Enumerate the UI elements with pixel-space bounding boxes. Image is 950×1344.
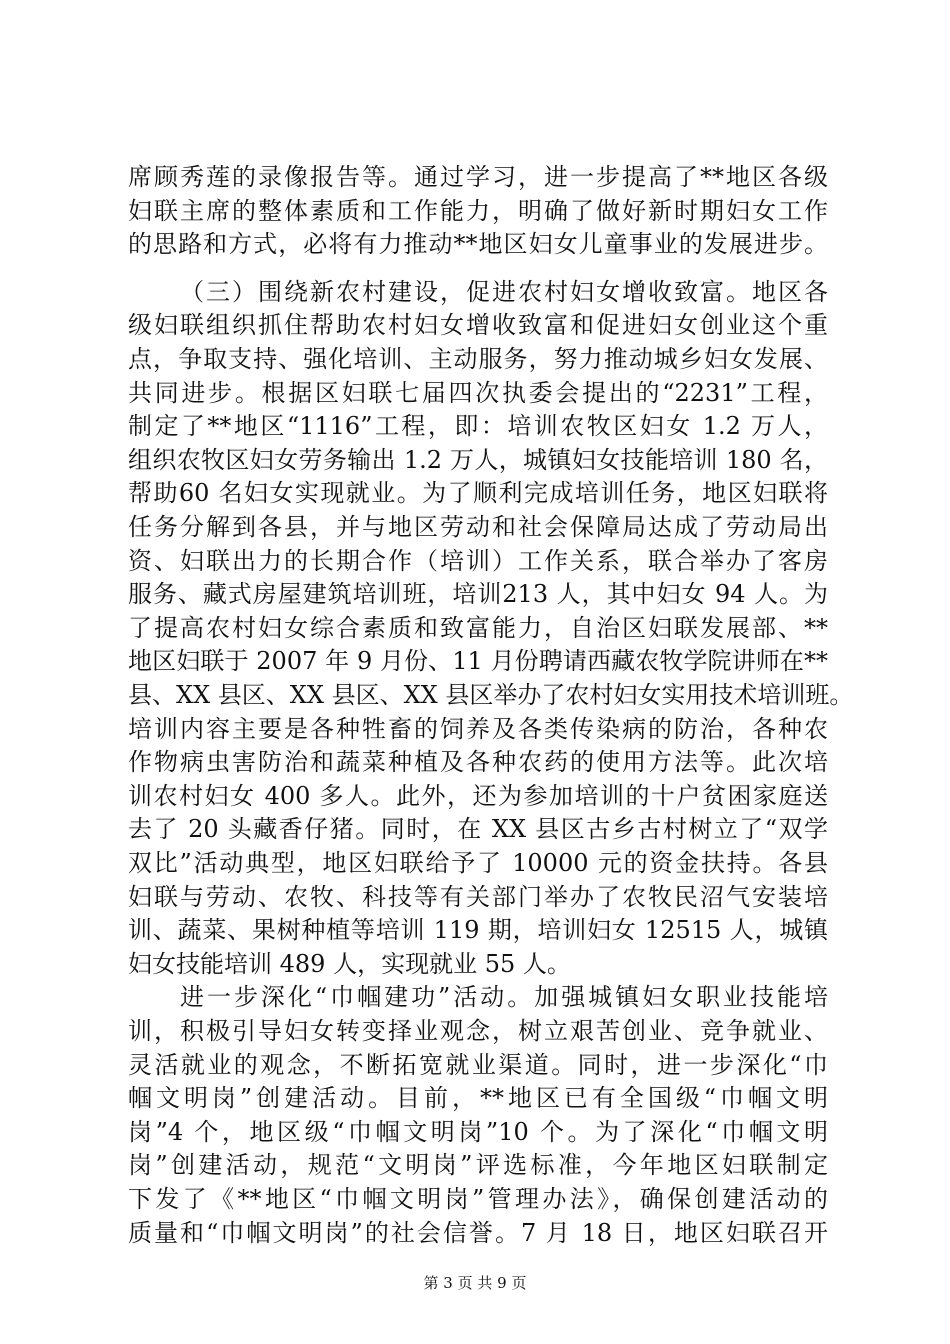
body-line: 训农村妇女 400 多人。此外，还为参加培训的十户贫困家庭送 — [128, 782, 828, 810]
body-line: 培训内容主要是各种牲畜的饲养及各类传染病的防治，各种农 — [128, 715, 828, 743]
body-line: 的思路和方式，必将有力推动**地区妇女儿童事业的发展进步。 — [128, 230, 828, 258]
body-line: 组织农牧区妇女劳务输出 1.2 万人，城镇妇女技能培训 180 名， — [128, 446, 828, 474]
body-line: 训、蔬菜、果树种植等培训 119 期，培训妇女 12515 人，城镇 — [128, 916, 828, 944]
body-line: 去了 20 头藏香仔猪。同时，在 XX 县区古乡古村树立了“双学 — [128, 815, 828, 843]
body-line: 妇联主席的整体素质和工作能力，明确了做好新时期妇女工作 — [128, 197, 828, 225]
body-line: 县、XX 县区、XX 县区、XX 县区举办了农村妇女实用技术培训班。 — [128, 681, 854, 709]
body-line: 岗”4 个，地区级“巾帼文明岗”10 个。为了深化“巾帼文明 — [128, 1118, 828, 1146]
body-line: 地区妇联于 2007 年 9 月份、11 月份聘请西藏农牧学院讲师在** — [128, 647, 828, 675]
body-line: 质量和“巾帼文明岗”的社会信誉。7 月 18 日，地区妇联召开 — [128, 1219, 828, 1247]
body-line: 作物病虫害防治和蔬菜种植及各种农药的使用方法等。此次培 — [128, 748, 828, 776]
body-line: 资、妇联出力的长期合作（培训）工作关系，联合举办了客房 — [128, 547, 828, 575]
body-line: 席顾秀莲的录像报告等。通过学习，进一步提高了**地区各级 — [128, 163, 828, 191]
body-line: 帼文明岗”创建活动。目前，**地区已有全国级“巾帼文明 — [128, 1084, 828, 1112]
body-line: 岗”创建活动，规范“文明岗”评选标准，今年地区妇联制定 — [128, 1151, 828, 1179]
body-line: 任务分解到各县，并与地区劳动和社会保障局达成了劳动局出 — [128, 513, 828, 541]
body-line: 下发了《**地区“巾帼文明岗”管理办法》，确保创建活动的 — [128, 1185, 828, 1213]
body-line: 了提高农村妇女综合素质和致富能力，自治区妇联发展部、** — [128, 614, 828, 642]
body-line: 妇女技能培训 489 人，实现就业 55 人。 — [128, 950, 571, 978]
body-line: 帮助60 名妇女实现就业。为了顺利完成培训任务，地区妇联将 — [128, 479, 828, 507]
paragraph-start-line: 进一步深化“巾帼建功”活动。加强城镇妇女职业技能培 — [180, 983, 828, 1011]
body-line: 制定了**地区“1116”工程，即：培训农牧区妇女 1.2 万人， — [128, 412, 828, 440]
page-number-footer: 第 3 页 共 9 页 — [423, 1274, 527, 1292]
body-line: 共同进步。根据区妇联七届四次执委会提出的“2231”工程， — [128, 379, 828, 407]
body-line: 级妇联组织抓住帮助农村妇女增收致富和促进妇女创业这个重 — [128, 311, 828, 339]
body-line: 服务、藏式房屋建筑培训班，培训213 人，其中妇女 94 人。为 — [128, 580, 828, 608]
body-line: 灵活就业的观念，不断拓宽就业渠道。同时，进一步深化“巾 — [128, 1051, 828, 1079]
body-line: 双比”活动典型，地区妇联给予了 10000 元的资金扶持。各县 — [128, 849, 828, 877]
section-heading-line: （三）围绕新农村建设，促进农村妇女增收致富。地区各 — [180, 278, 828, 306]
body-line: 点，争取支持、强化培训、主动服务，努力推动城乡妇女发展、 — [128, 345, 828, 373]
body-line: 训，积极引导妇女转变择业观念，树立艰苦创业、竞争就业、 — [128, 1017, 828, 1045]
body-line: 妇联与劳动、农牧、科技等有关部门举办了农牧民沼气安装培 — [128, 883, 828, 911]
